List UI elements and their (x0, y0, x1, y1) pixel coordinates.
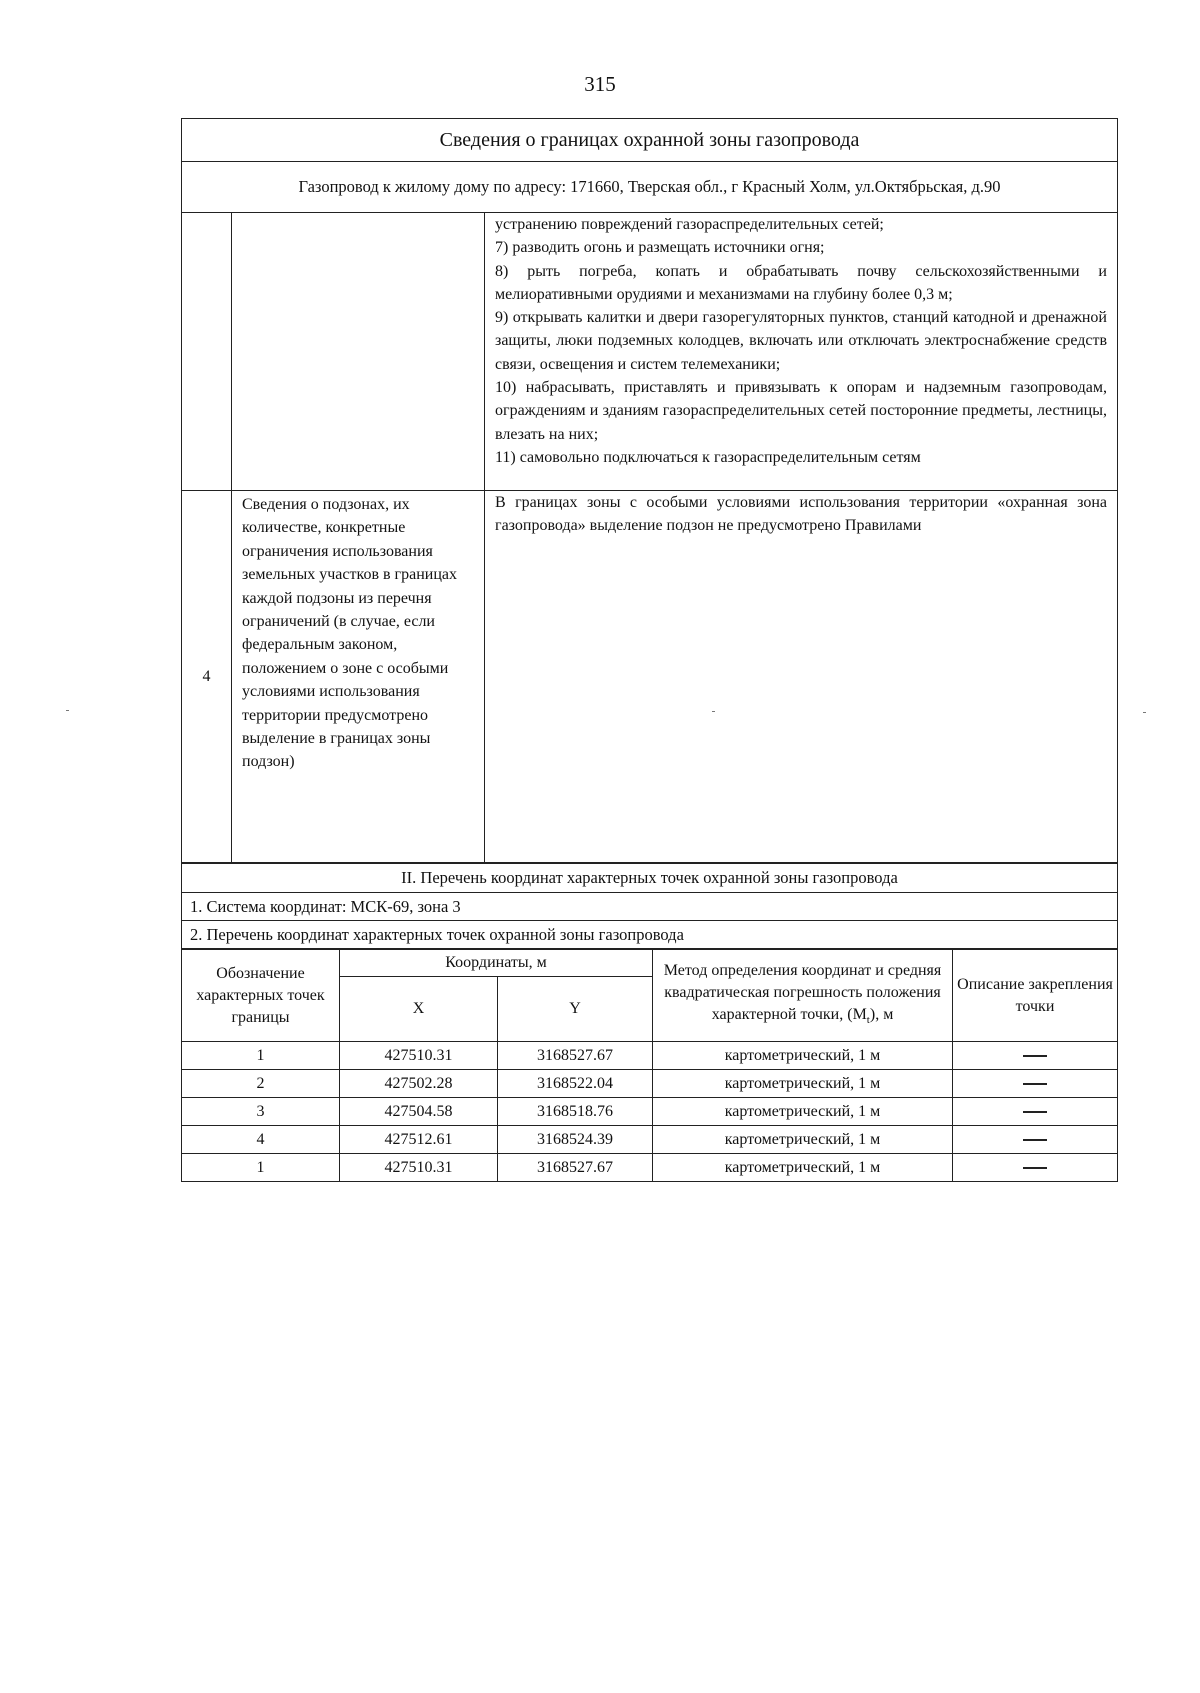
page-number: 315 (584, 72, 616, 96)
zone-info-document (181, 118, 1118, 1182)
coordinate-row (182, 1154, 1118, 1182)
coordinate-system: 1. Система координат: МСК-69, зона 3 (182, 893, 1118, 921)
dash-mark (1023, 1055, 1047, 1057)
restriction-line: устранению повреждений газораспределительных сетей; (495, 216, 884, 233)
method-value: картометрический, 1 м (653, 1154, 953, 1182)
coordinate-row (182, 1098, 1118, 1126)
coordinate-row (182, 1070, 1118, 1098)
x-value: 427510.31 (340, 1154, 498, 1182)
coordinate-row (182, 1042, 1118, 1070)
restriction-line: 9) открывать калитки и двери газорегуляторных пунктов, станций катодной и дренажной защиты, люки подземных колодцев, включать или отключать электроснабжение средств связи, освещения и систем телемеханики; (495, 309, 1107, 373)
dash-mark (1023, 1167, 1047, 1169)
point-label: 3 (182, 1098, 340, 1126)
restriction-line: 7) разводить огонь и размещать источники огня; (495, 239, 825, 257)
header-method: Метод определения координат и средняя квадратическая погрешность положения характерной точки, $(M_t)$, м (653, 950, 953, 1042)
restrictions-row (182, 213, 1118, 491)
method-value: картометрический, 1 м (653, 1126, 953, 1154)
method-value: картометрический, 1 м (653, 1042, 953, 1070)
scan-speck (1143, 712, 1146, 713)
x-value: 427510.31 (340, 1042, 498, 1070)
method-value: картометрический, 1 м (653, 1070, 953, 1098)
description-value (953, 1154, 1118, 1182)
point-label: 4 (182, 1126, 340, 1154)
object-address: Газопровод к жилому дому по адресу: 171660, Тверская обл., г Красный Холм, ул.Октябрьская, д.90 (182, 162, 1118, 213)
row-label-empty (232, 213, 485, 491)
coordinates-rows (182, 1042, 1118, 1182)
y-value: 3168527.67 (498, 1042, 653, 1070)
method-value: картометрический, 1 м (653, 1098, 953, 1126)
restriction-line: 11) самовольно подключаться к газораспределительным сетям (495, 448, 921, 466)
x-value: 427502.28 (340, 1070, 498, 1098)
y-value: 3168527.67 (498, 1154, 653, 1182)
header-x: X (340, 977, 498, 1042)
scan-speck (66, 710, 69, 711)
coordinates-table (181, 949, 1118, 1182)
row-number: 4 (182, 491, 232, 863)
point-label: 1 (182, 1042, 340, 1070)
point-label: 2 (182, 1070, 340, 1098)
section2-table (181, 863, 1118, 949)
description-value (953, 1042, 1118, 1070)
y-value: 3168518.76 (498, 1098, 653, 1126)
description-value (953, 1126, 1118, 1154)
restriction-line: 10) набрасывать, приставлять и привязывать к опорам и надземным газопроводам, ограждениям и зданиям газораспределительных сетей посторонние предметы, лестницы, влезать на них; (495, 379, 1107, 443)
restriction-line: 8) рыть погреба, копать и обрабатывать почву сельскохозяйственными и мелиоративными орудиями и механизмами на глубину более 0,3 м; (495, 262, 1107, 303)
header-coordinates: Координаты, м (340, 950, 653, 977)
document-title: Сведения о границах охранной зоны газопровода (182, 119, 1118, 162)
section2-title: II. Перечень координат характерных точек охранной зоны газопровода (182, 864, 1118, 893)
coordinate-list-title: 2. Перечень координат характерных точек охранной зоны газопровода (182, 921, 1118, 949)
subzones-text: В границах зоны с особыми условиями использования территории «охранная зона газопровода» выделение подзон не предусмотрено Правилами (485, 491, 1118, 863)
zone-info-table (181, 118, 1118, 863)
x-value: 427504.58 (340, 1098, 498, 1126)
y-value: 3168524.39 (498, 1126, 653, 1154)
subzones-label: Сведения о подзонах, их количестве, конкретные ограничения использования земельных участков в границах каждой подзоны из перечня ограничений (в случае, если федеральным законом, положением о зоне с особыми условиями использования территории предусмотрено выделение в границах зоны подзон) (232, 491, 485, 863)
subzones-row (182, 491, 1118, 863)
description-value (953, 1098, 1118, 1126)
header-point: Обозначение характерных точек границы (182, 950, 340, 1042)
dash-mark (1023, 1111, 1047, 1113)
dash-mark (1023, 1139, 1047, 1141)
x-value: 427512.61 (340, 1126, 498, 1154)
coordinate-row (182, 1126, 1118, 1154)
header-y: Y (498, 977, 653, 1042)
y-value: 3168522.04 (498, 1070, 653, 1098)
description-value (953, 1070, 1118, 1098)
scan-speck (712, 711, 715, 712)
point-label: 1 (182, 1154, 340, 1182)
row-number-empty (182, 213, 232, 491)
restrictions-list (485, 213, 1118, 491)
header-description: Описание закрепления точки (953, 950, 1118, 1042)
dash-mark (1023, 1083, 1047, 1085)
